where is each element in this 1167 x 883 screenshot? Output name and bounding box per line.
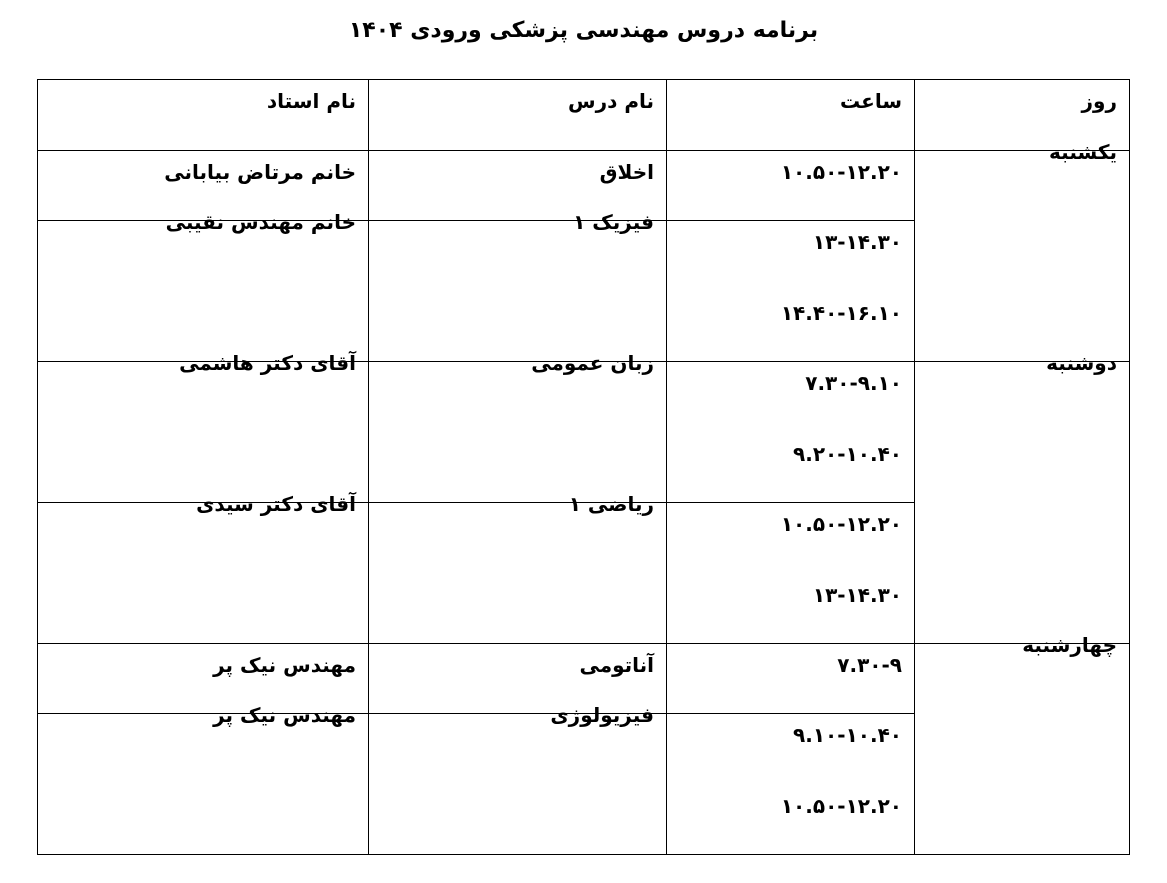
course-cell: فیزیولوژی xyxy=(369,714,667,855)
header-time: ساعت xyxy=(667,80,915,151)
table-row xyxy=(38,362,1130,503)
teacher-cell: خانم مهندس نقیبی xyxy=(38,221,369,362)
time-slot: ۱۰.۵۰-۱۲.۲۰ xyxy=(780,160,902,184)
time-slot: ۷.۳۰-۹ xyxy=(837,653,902,677)
time-cell xyxy=(667,151,915,221)
header-teacher: نام استاد xyxy=(38,80,369,151)
time-cell xyxy=(667,503,915,644)
course-cell: زبان عمومی xyxy=(369,362,667,503)
course-cell: فیزیک ۱ xyxy=(369,221,667,362)
time-slot: ۱۳-۱۴.۳۰ xyxy=(812,583,902,607)
time-cell xyxy=(667,221,915,362)
time-cell xyxy=(667,644,915,714)
time-slot: ۹.۱۰-۱۰.۴۰ xyxy=(793,723,902,747)
time-slot: ۱۳-۱۴.۳۰ xyxy=(812,230,902,254)
day-cell-sunday: یکشنبه xyxy=(915,151,1130,362)
time-slot: ۱۰.۵۰-۱۲.۲۰ xyxy=(780,794,902,818)
course-cell: ریاضی ۱ xyxy=(369,503,667,644)
time-slot: ۹.۲۰-۱۰.۴۰ xyxy=(793,442,902,466)
schedule-table xyxy=(37,79,1130,855)
course-cell: آناتومی xyxy=(369,644,667,714)
teacher-cell: خانم مرتاض بیابانی xyxy=(38,151,369,221)
time-slot: ۱۴.۴۰-۱۶.۱۰ xyxy=(780,301,902,325)
day-cell-wednesday: چهارشنبه xyxy=(915,644,1130,855)
day-cell-monday: دوشنبه xyxy=(915,362,1130,644)
time-slot: ۱۰.۵۰-۱۲.۲۰ xyxy=(780,512,902,536)
course-cell: اخلاق xyxy=(369,151,667,221)
time-cell xyxy=(667,362,915,503)
header-day: روز xyxy=(915,80,1130,151)
header-course: نام درس xyxy=(369,80,667,151)
page-title: برنامه دروس مهندسی پزشکی ورودی ۱۴۰۴ xyxy=(348,18,819,43)
teacher-cell: آقای دکتر سیدی xyxy=(38,503,369,644)
teacher-cell: مهندس نیک پر xyxy=(38,644,369,714)
teacher-cell: مهندس نیک پر xyxy=(38,714,369,855)
time-cell xyxy=(667,714,915,855)
time-slot: ۷.۳۰-۹.۱۰ xyxy=(805,371,902,395)
teacher-cell: آقای دکتر هاشمی xyxy=(38,362,369,503)
